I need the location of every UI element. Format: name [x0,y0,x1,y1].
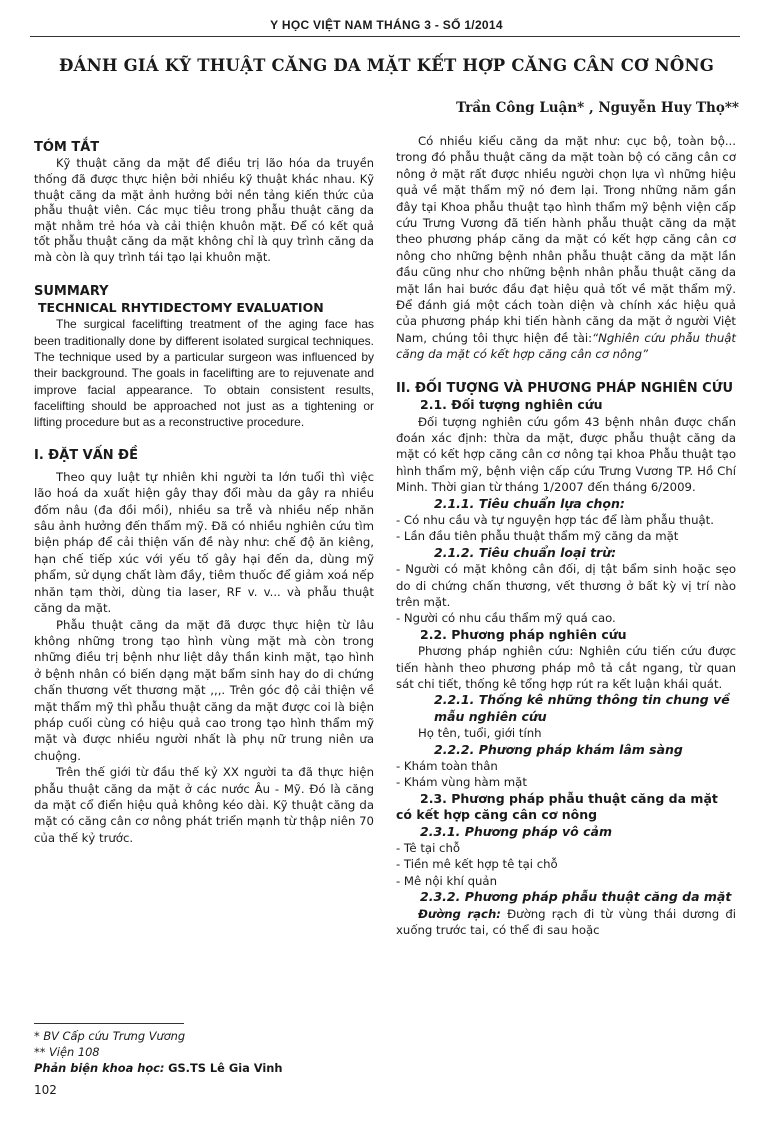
section-2-1-1-heading: 2.1.1. Tiêu chuẩn lựa chọn: [434,495,625,511]
exclusion-item-2: - Người có nhu cầu thẩm mỹ quá cao. [396,611,616,626]
section-2-1-text: Đối tượng nghiên cứu gồm 43 bệnh nhân được chẩn đoán xác định: thừa da mặt, được phẫu thuật căng da mặt có kết hợp căng cân cơ nông tại khoa Phẫu thuật tạo hình thẩm mỹ, bệnh viện cấp cứu Trưng Vương TP. Hồ Chí Minh. Thời gian từ tháng 1/2007 đến tháng 6/2009. [396,414,736,495]
footnote-rule [34,1023,184,1024]
left-column [34,140,374,846]
section-2-heading: II. ĐỐI TƯỢNG VÀ PHƯƠNG PHÁP NGHIÊN CỨU [396,380,734,396]
section-2-2-1-text: Họ tên, tuổi, giới tính [418,726,542,741]
anesthesia-item-3: - Mê nội khí quản [396,873,497,888]
section-2-3-1-heading: 2.3.1. Phương pháp vô cảm [420,823,612,839]
page-number: 102 [34,1083,57,1097]
section-2-2-text: Phương pháp nghiên cứu: Nghiên cứu tiến cứu được tiến hành theo phương pháp mô tả cắt ngang, từ quan sát chi tiết, thống kê tổng hợp rút ra kết luận khái quát. [396,644,736,691]
section-2-3-heading: 2.3. Phương pháp phẫu thuật căng da mặt có kết hợp căng cân cơ nông [396,790,718,823]
footnote-2: ** Viện 108 [34,1045,100,1059]
exam-item-1: - Khám toàn thân [396,759,498,774]
section-2-1-2-heading: 2.1.2. Tiêu chuẩn loại trừ: [434,544,617,560]
authors: Trần Công Luận* , Nguyễn Huy Thọ** [456,100,739,116]
right-paragraph-1 [396,133,736,363]
abstract-en-heading: SUMMARY [34,283,109,299]
abstract-vi-text: Kỹ thuật căng da mặt để điều trị lão hóa da truyền thống đã được thực hiện bởi nhiều kỹ thuật khác nhau. Kỹ thuật căng da mặt ảnh hưởng bởi nền tảng kiến thức của phẫu thuật viên. Các mục tiêu trong phẫu thuật căng da mặt nhằm trẻ hóa và cải thiện khuôn mặt. Để có kết quả tốt phẫu thuật căng da mặt không chỉ là quy trình căng da mà còn là quy trình tái tạo lại khuôn mặt. [34,156,374,264]
section-2-3-2-heading: 2.3.2. Phương pháp phẫu thuật căng da mặt [420,889,732,905]
study-topic: “Nghiên cứu phẫu thuật căng da mặt có kết hợp căng cân cơ nông” [396,330,736,362]
abstract-en-text: The surgical facelifting treatment of the aging face has been traditionally done by different isolated surgical techniques. The technique used by a particular surgeon was influenced by their background. The goals in facelifting are to rejuvenate and improve facial appearance. To obtain consistent results, facelifting should be approached not just as a tightening or lifting procedure but as a reconstructive procedure. [34,317,374,430]
inclusion-item-1: - Có nhu cầu và tự nguyện hợp tác để làm phẫu thuật. [396,512,714,527]
right-paragraph-1-main: Có nhiều kiểu căng da mặt như: cục bộ, toàn bộ... trong đó phẫu thuật căng da mặt toàn bộ có căng cân cơ nông ở mặt rất được nhiều người chọn lựa vì những hiệu quả về mặt thẩm mỹ nó đem lại. Trong những năm gần đây tại Khoa phẫu thuật tạo hình thẩm mỹ bệnh viện cấp cứu Trưng Vương đã tiến hành phẫu thuật căng da mặt theo phương pháp căng da mặt có kết hợp căng cân cơ nông cho những bệnh nhân phẫu thuật căng da mặt lần đầu cũng như cho những bệnh nhân phẫu thuật căng da mặt lần hai bước đầu đạt hiệu quả tốt về mặt thẩm mỹ. Để đánh giá một cách toàn diện và chính xác hiệu quả của phương pháp khi tiến hành căng da mặt ở người Việt Nam, chúng tôi thực hiện đề tài: [396,134,736,345]
intro-paragraph-2: Phẫu thuật căng da mặt đã được thực hiện từ lâu không những trong tạo hình vùng mặt mà còn trong những điều trị bệnh như liệt dây thần kinh mặt, tạo hình ở bệnh nhân có biến dạng mặt bẩm sinh hay do di chứng chấn thương vết thương mặt ,,,. Trên góc độ cải thiện về mặt thẩm mỹ thì phẫu thuật căng da mặt được coi là biện pháp cuối cùng có hiệu quả cao trong tạo hình thẩm mỹ mặt và được nhiều người nhất là phụ nữ trung niên ưa chuộng. [34,617,374,763]
section-2-1-heading: 2.1. Đối tượng nghiên cứu [420,397,603,413]
anesthesia-item-1: - Tê tại chỗ [396,841,461,856]
intro-paragraph-3: Trên thế giới từ đầu thế kỷ XX người ta đã thực hiện phẫu thuật căng da mặt ở các nước Âu - Mỹ. Đó là căng da mặt cổ điển hiệu quả không kéo dài. Kỹ thuật căng da mặt có căng cân cơ nông phát triển mạnh từ thập niên 70 của thế kỷ trước. [34,765,374,845]
intro-heading: I. ĐẶT VẤN ĐỀ [34,448,138,464]
header-rule [30,36,740,37]
reviewer-line [34,1060,374,1076]
incision-label: Đường rạch: [418,906,501,921]
intro-paragraph-1: Theo quy luật tự nhiên khi người ta lớn tuổi thì việc lão hoá da xuất hiện gây thay đổi màu da gây ra nhiều đốm nâu (đa đồi mồi), nhiều sa trễ và nhiều nếp nhăn sâu ảnh hưởng đến thẩm mỹ. Đã có nhiều nghiên cứu tìm biện pháp để cải thiện vấn đề này như: chế độ ăn kiêng, hạn chế tiếp xúc với yếu tố gây hại đến da, dùng mỹ phẩm, sử dụng chất làm đầy, tiêm thuốc để giảm xoá nếp nhăn tạm thời, dùng tia laser, RF v. v... và phẫu thuật căng da mặt. [34,469,374,616]
reviewer-label: Phản biện khoa học: [34,1061,165,1075]
section-2-2-1-heading: 2.2.1. Thống kê những thông tin chung về mẫu nghiên cứu [434,692,730,724]
abstract-vi-heading: TÓM TẮT [34,140,100,155]
abstract-en-subheading: TECHNICAL RHYTIDECTOMY EVALUATION [38,299,324,315]
exclusion-item-1: - Người có mặt không cân đối, dị tật bẩm sinh hoặc sẹo do di chứng chấn thương, vết thương ở bất kỳ vị trí nào trên mặt. [396,562,736,609]
footnote-1: * BV Cấp cứu Trưng Vương [34,1029,186,1043]
section-2-2-heading: 2.2. Phương pháp nghiên cứu [420,626,627,642]
right-column [396,133,736,939]
running-header: Y HỌC VIỆT NAM THÁNG 3 - SỐ 1/2014 [270,18,503,32]
footnotes [34,1028,374,1076]
incision-paragraph [396,906,736,939]
reviewer-name: GS.TS Lê Gia Vinh [168,1061,283,1075]
inclusion-item-2: - Lần đầu tiên phẫu thuật thẩm mỹ căng da mặt [396,529,679,544]
incision-text: Đường rạch đi từ vùng thái dương đi xuống trước tai, có thể đi sau hoặc [396,906,736,938]
paper-title: ĐÁNH GIÁ KỸ THUẬT CĂNG DA MẶT KẾT HỢP CĂNG CÂN CƠ NÔNG [58,56,715,75]
anesthesia-item-2: - Tiền mê kết hợp tê tại chỗ [396,857,558,872]
section-2-2-2-heading: 2.2.2. Phương pháp khám lâm sàng [434,741,683,757]
exam-item-2: - Khám vùng hàm mặt [396,775,527,790]
